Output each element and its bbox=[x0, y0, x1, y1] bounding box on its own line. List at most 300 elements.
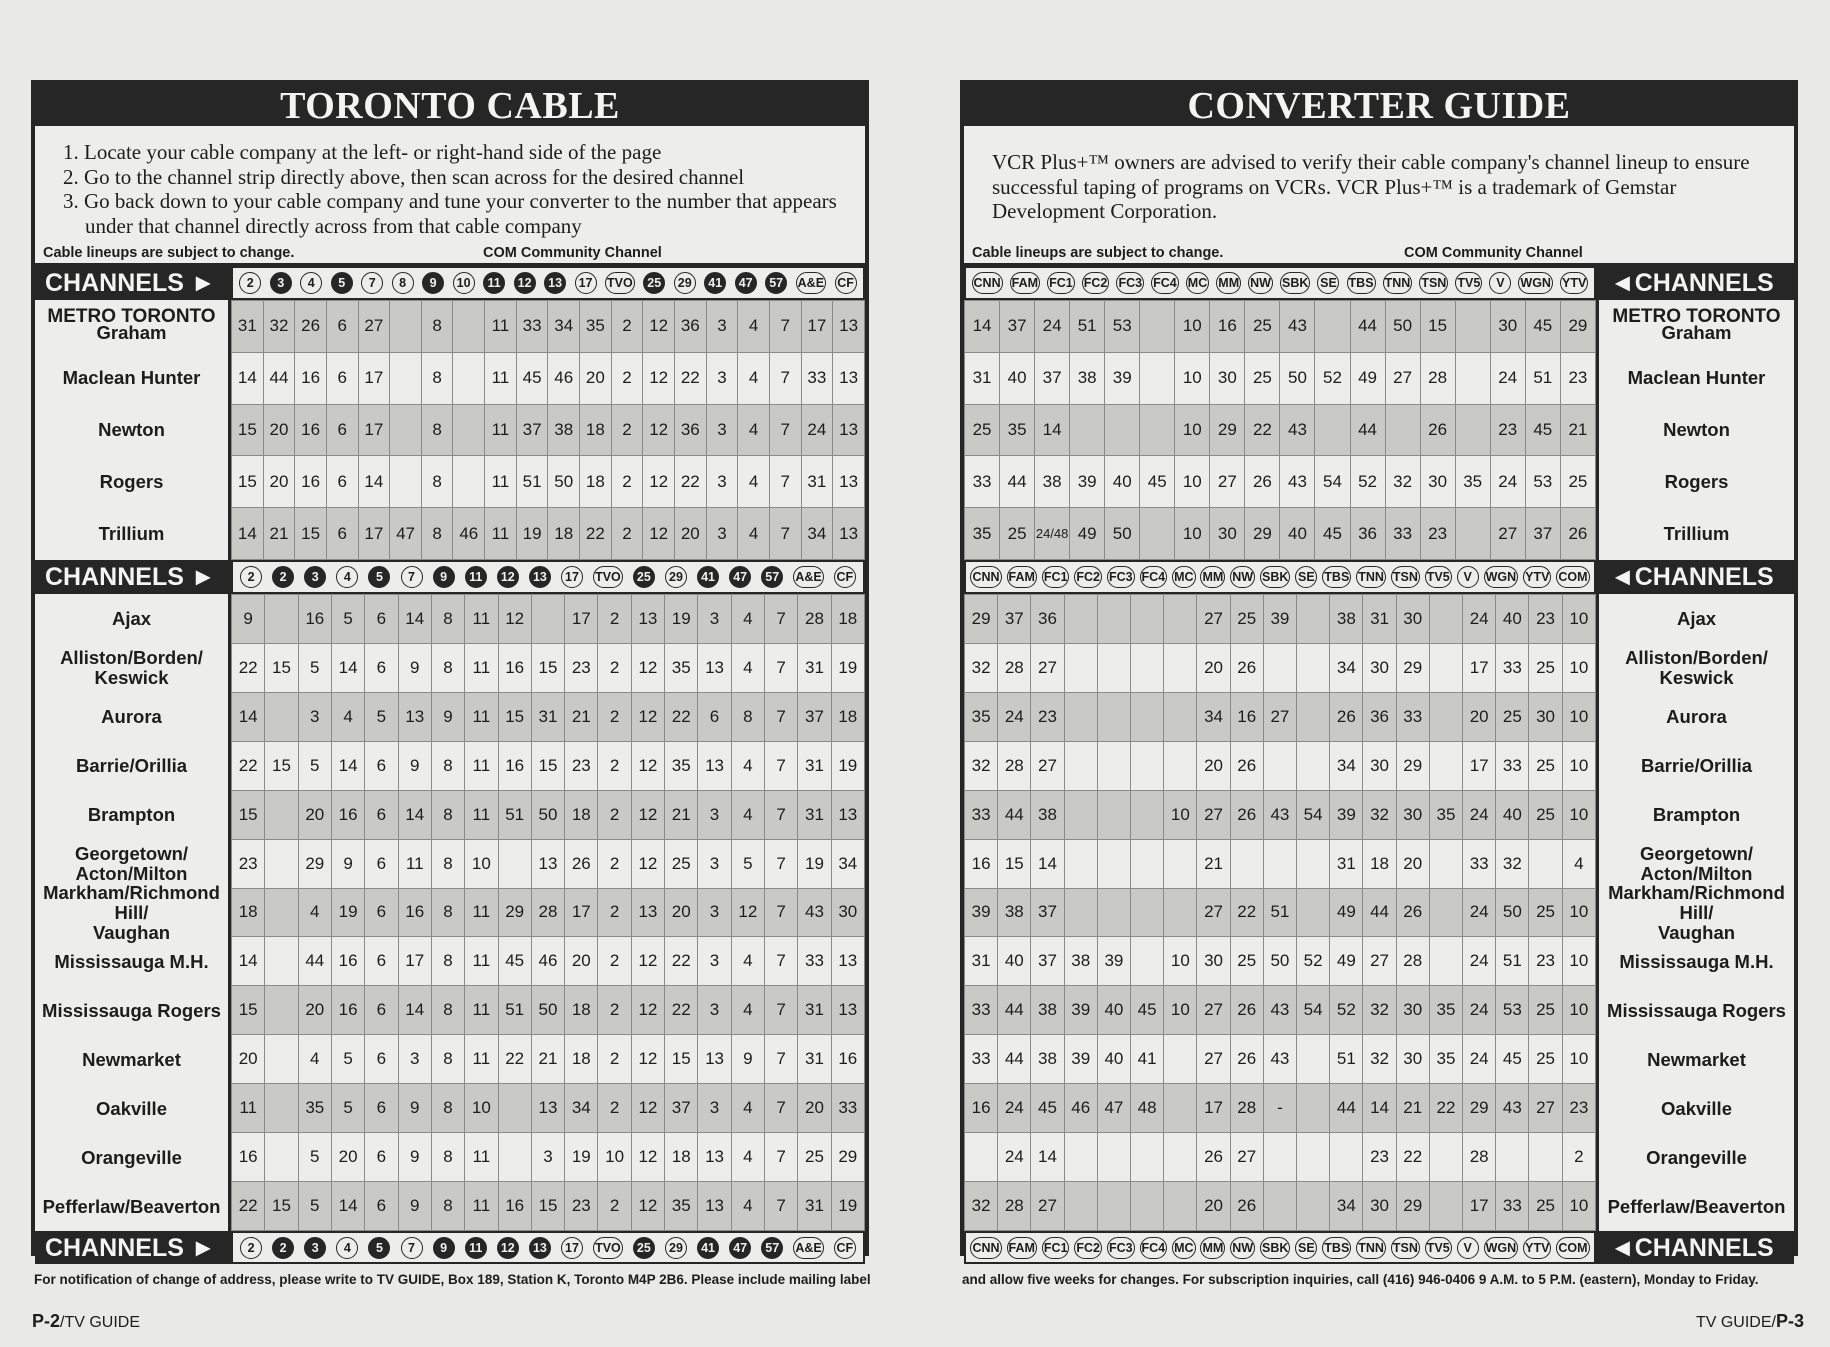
channel-token: 4 bbox=[336, 1237, 358, 1259]
channels-strip-bottom bbox=[35, 1231, 865, 1264]
channel-cell: 40 bbox=[1280, 508, 1315, 560]
channel-token: YTV bbox=[1560, 272, 1588, 294]
channel-cell: 6 bbox=[698, 692, 731, 741]
channel-cell: 11 bbox=[465, 692, 498, 741]
channel-cell: 3 bbox=[706, 456, 738, 508]
table-row bbox=[965, 301, 1596, 353]
channel-token: TBS bbox=[1322, 1237, 1351, 1259]
channel-cell bbox=[1529, 1133, 1562, 1182]
channel-cell bbox=[453, 301, 485, 353]
channel-cell: 12 bbox=[643, 508, 675, 560]
channel-token: 47 bbox=[729, 566, 751, 588]
channel-cell: 50 bbox=[1263, 937, 1296, 986]
channel-cell: 6 bbox=[365, 1133, 398, 1182]
channel-cell: 11 bbox=[485, 301, 517, 353]
channel-token: CF bbox=[835, 272, 857, 294]
channel-cell: 22 bbox=[665, 986, 698, 1035]
channel-cell: 31 bbox=[798, 790, 831, 839]
channel-cell: 7 bbox=[765, 1035, 798, 1084]
vcr-plus-notice: VCR Plus+™ owners are advised to verify their cable company's channel lineup to ensure successful taping of programs on VCRs. VCR Plus+™ is a trademark of Gemstar Development Corporation. bbox=[992, 150, 1750, 223]
channel-cell: 35 bbox=[298, 1084, 331, 1133]
channel-cell: 20 bbox=[1463, 692, 1496, 741]
channel-token: TSN bbox=[1391, 1237, 1420, 1259]
channel-cell: 3 bbox=[531, 1133, 564, 1182]
areas-block bbox=[35, 594, 865, 1231]
table-row bbox=[232, 1182, 865, 1231]
channel-cell: 10 bbox=[1175, 301, 1210, 353]
instruction-3: 3. Go back down to your cable company and tune your converter to the number that appears under that channel directly across from that cable company bbox=[63, 189, 837, 238]
channel-cell: 23 bbox=[1560, 352, 1595, 404]
channel-cell bbox=[965, 1133, 998, 1182]
channel-cell: 13 bbox=[698, 1182, 731, 1231]
channel-cell bbox=[1429, 937, 1462, 986]
company-name: Newton bbox=[1663, 419, 1730, 440]
company-name: Aurora bbox=[101, 705, 162, 727]
channel-cell: 33 bbox=[1496, 741, 1529, 790]
channel-token: NW bbox=[1230, 1237, 1255, 1259]
channel-cell: 20 bbox=[263, 456, 295, 508]
channel-cell: 31 bbox=[798, 741, 831, 790]
channel-cell: 8 bbox=[431, 1133, 464, 1182]
channel-cell: 3 bbox=[298, 692, 331, 741]
channel-cell: 27 bbox=[1031, 1182, 1064, 1231]
channel-cell: 8 bbox=[431, 595, 464, 644]
channel-cell: 46 bbox=[1064, 1084, 1097, 1133]
channel-cell: 29 bbox=[298, 839, 331, 888]
channel-cell: 11 bbox=[485, 508, 517, 560]
instructions-list bbox=[63, 140, 845, 238]
channel-cell bbox=[1097, 790, 1130, 839]
channel-cell: 12 bbox=[631, 1084, 664, 1133]
channel-token: 3 bbox=[304, 566, 326, 588]
channel-cell bbox=[1297, 1035, 1330, 1084]
channel-cell: 2 bbox=[611, 456, 643, 508]
channels-strip-bottom bbox=[964, 1231, 1794, 1264]
channel-token: 25 bbox=[633, 566, 655, 588]
channel-cell: 27 bbox=[1197, 986, 1230, 1035]
channel-cell: 15 bbox=[998, 839, 1031, 888]
channel-cell bbox=[1064, 1182, 1097, 1231]
channel-cell bbox=[1315, 301, 1350, 353]
channel-cell: 16 bbox=[965, 1084, 998, 1133]
channels-strip-middle bbox=[35, 560, 865, 594]
channel-cell: 44 bbox=[1350, 301, 1385, 353]
channel-cell: 35 bbox=[965, 692, 998, 741]
channel-cell: 17 bbox=[358, 352, 390, 404]
channel-cell: 25 bbox=[1245, 352, 1280, 404]
channel-cell bbox=[1064, 790, 1097, 839]
channel-cell bbox=[1429, 692, 1462, 741]
company-name: Graham bbox=[1661, 322, 1732, 343]
page-num: P-2 bbox=[32, 1311, 61, 1331]
table-row bbox=[965, 839, 1596, 888]
channel-cell: 9 bbox=[331, 839, 364, 888]
table-row bbox=[232, 1035, 865, 1084]
channel-cell: 22 bbox=[665, 692, 698, 741]
table-row bbox=[232, 508, 865, 560]
channel-cell bbox=[1064, 643, 1097, 692]
channel-cell: 27 bbox=[1529, 1084, 1562, 1133]
channel-cell: 33 bbox=[965, 986, 998, 1035]
channel-cell: 25 bbox=[798, 1133, 831, 1182]
company-name: Oakville bbox=[1661, 1097, 1732, 1119]
channel-token: A&E bbox=[793, 1237, 823, 1259]
channel-cell: 2 bbox=[611, 352, 643, 404]
channel-cell: 5 bbox=[331, 595, 364, 644]
table-row bbox=[232, 839, 865, 888]
channel-token: COM bbox=[1556, 1237, 1589, 1259]
channel-cell: 6 bbox=[365, 1084, 398, 1133]
channel-cell: 50 bbox=[1496, 888, 1529, 937]
channel-cell: 18 bbox=[580, 456, 612, 508]
channel-cell bbox=[1297, 1084, 1330, 1133]
channel-cell: 43 bbox=[1496, 1084, 1529, 1133]
channel-cell: 4 bbox=[738, 508, 770, 560]
channel-cell: 4 bbox=[731, 790, 764, 839]
channel-cell: 4 bbox=[738, 352, 770, 404]
channel-cell: 9 bbox=[398, 1182, 431, 1231]
channel-cell: 32 bbox=[1363, 986, 1396, 1035]
channel-token: 13 bbox=[529, 566, 551, 588]
channel-token: 11 bbox=[465, 1237, 487, 1259]
channel-cell: 22 bbox=[1396, 1133, 1429, 1182]
channel-cell: 19 bbox=[831, 1182, 864, 1231]
channel-cell: 8 bbox=[421, 301, 453, 353]
channel-cell: 28 bbox=[998, 643, 1031, 692]
channel-token: 11 bbox=[483, 272, 505, 294]
channel-cell: 25 bbox=[665, 839, 698, 888]
channel-cell: 23 bbox=[232, 839, 265, 888]
channel-cell: 20 bbox=[674, 508, 706, 560]
channel-cell: 36 bbox=[674, 404, 706, 456]
table-row bbox=[965, 404, 1596, 456]
table-row bbox=[965, 643, 1596, 692]
lineup-grid bbox=[964, 300, 1596, 560]
channel-cell: 8 bbox=[421, 456, 453, 508]
channel-token: MC bbox=[1172, 566, 1195, 588]
channel-cell: 21 bbox=[665, 790, 698, 839]
channel-token: 17 bbox=[561, 566, 583, 588]
channel-cell: 6 bbox=[365, 1182, 398, 1231]
channel-cell: 10 bbox=[1562, 790, 1595, 839]
channel-cell: 30 bbox=[1210, 352, 1245, 404]
channel-token: 2 bbox=[272, 1237, 294, 1259]
channel-cell: 51 bbox=[1330, 1035, 1363, 1084]
channel-cell: 10 bbox=[1562, 643, 1595, 692]
channel-cell: 51 bbox=[1496, 937, 1529, 986]
channel-cell: 33 bbox=[1496, 1182, 1529, 1231]
channel-cell: 33 bbox=[831, 1084, 864, 1133]
channel-cell: 50 bbox=[531, 790, 564, 839]
channel-cell: - bbox=[1263, 1084, 1296, 1133]
channel-cell: 22 bbox=[232, 643, 265, 692]
channel-token: 7 bbox=[361, 272, 383, 294]
channel-cell: 7 bbox=[769, 352, 801, 404]
channel-cell: 22 bbox=[665, 937, 698, 986]
channel-cell: 6 bbox=[365, 986, 398, 1035]
channel-cell: 2 bbox=[598, 790, 631, 839]
channel-token: MC bbox=[1172, 1237, 1195, 1259]
channel-cell: 40 bbox=[1496, 595, 1529, 644]
channel-token: 41 bbox=[697, 1237, 719, 1259]
channel-cell: 27 bbox=[1031, 643, 1064, 692]
channel-cell bbox=[1131, 937, 1164, 986]
channel-cell: 4 bbox=[731, 1133, 764, 1182]
channel-cell: 34 bbox=[1330, 643, 1363, 692]
channel-token: TV5 bbox=[1425, 566, 1452, 588]
channel-cell: 40 bbox=[1097, 1035, 1130, 1084]
channel-cell: 8 bbox=[431, 741, 464, 790]
company-names bbox=[35, 594, 231, 1231]
channel-cell bbox=[1297, 643, 1330, 692]
channel-cell bbox=[1131, 888, 1164, 937]
company-name: Pefferlaw/Beaverton bbox=[42, 1195, 221, 1217]
channel-cell: 13 bbox=[833, 404, 865, 456]
channel-cell: 38 bbox=[1064, 937, 1097, 986]
channel-token: FC2 bbox=[1082, 272, 1110, 294]
channel-cell: 7 bbox=[765, 937, 798, 986]
channel-cell: 23 bbox=[565, 643, 598, 692]
channel-cell: 10 bbox=[598, 1133, 631, 1182]
channel-cell: 12 bbox=[643, 456, 675, 508]
channel-cell: 10 bbox=[465, 1084, 498, 1133]
channel-cell bbox=[1064, 839, 1097, 888]
channel-cell: 31 bbox=[1363, 595, 1396, 644]
channel-token: V bbox=[1457, 1237, 1479, 1259]
channel-cell: 9 bbox=[398, 1133, 431, 1182]
channel-cell bbox=[390, 352, 422, 404]
channel-cell: 3 bbox=[698, 595, 731, 644]
channel-token: TSN bbox=[1391, 566, 1420, 588]
channel-cell: 7 bbox=[765, 741, 798, 790]
channel-cell: 45 bbox=[1525, 404, 1560, 456]
table-row bbox=[232, 741, 865, 790]
channel-cell: 10 bbox=[1175, 404, 1210, 456]
channel-token: TV5 bbox=[1425, 1237, 1452, 1259]
channel-token: MM bbox=[1200, 1237, 1225, 1259]
channel-cell: 14 bbox=[331, 1182, 364, 1231]
channel-cell: 2 bbox=[611, 404, 643, 456]
channel-cell: 2 bbox=[1562, 1133, 1595, 1182]
channel-cell: 28 bbox=[531, 888, 564, 937]
channel-cell bbox=[1131, 692, 1164, 741]
channel-cell: 18 bbox=[831, 595, 864, 644]
channel-cell: 18 bbox=[831, 692, 864, 741]
channel-cell bbox=[1097, 1182, 1130, 1231]
channel-cell: 18 bbox=[232, 888, 265, 937]
channel-tokens bbox=[231, 560, 865, 594]
company-name: Aurora bbox=[1666, 705, 1727, 727]
channel-token: 12 bbox=[514, 272, 536, 294]
channel-cell: 30 bbox=[1363, 741, 1396, 790]
channel-token: 29 bbox=[674, 272, 696, 294]
channel-token: TNN bbox=[1356, 566, 1386, 588]
channel-token: FC3 bbox=[1116, 272, 1144, 294]
channel-cell: 16 bbox=[331, 986, 364, 1035]
channel-cell: 24 bbox=[1463, 986, 1496, 1035]
channel-cell: 12 bbox=[731, 888, 764, 937]
channels-label: ◄CHANNELS bbox=[1610, 563, 1774, 591]
channel-cell: 37 bbox=[798, 692, 831, 741]
channel-cell: 15 bbox=[265, 643, 298, 692]
channel-token: 17 bbox=[575, 272, 597, 294]
channel-token: SBK bbox=[1260, 566, 1290, 588]
channel-token: A&E bbox=[793, 566, 823, 588]
table-row bbox=[965, 741, 1596, 790]
channel-cell: 16 bbox=[498, 643, 531, 692]
table-row bbox=[965, 1084, 1596, 1133]
page-title: CONVERTER GUIDE bbox=[964, 84, 1794, 126]
channel-cell: 33 bbox=[965, 790, 998, 839]
channel-cell: 47 bbox=[1097, 1084, 1130, 1133]
channel-cell: 38 bbox=[1031, 1035, 1064, 1084]
channel-cell: 30 bbox=[1420, 456, 1455, 508]
company-name: Brampton bbox=[87, 803, 176, 825]
company-name: Newmarket bbox=[1647, 1048, 1746, 1070]
channel-cell: 20 bbox=[565, 937, 598, 986]
channel-cell: 46 bbox=[453, 508, 485, 560]
channel-cell bbox=[1097, 1133, 1130, 1182]
channel-cell: 21 bbox=[263, 508, 295, 560]
channel-cell: 43 bbox=[798, 888, 831, 937]
table-row bbox=[232, 1133, 865, 1182]
channel-cell: 34 bbox=[548, 301, 580, 353]
channel-cell: 11 bbox=[465, 986, 498, 1035]
company-name: Trillium bbox=[1663, 523, 1730, 544]
channel-cell: 37 bbox=[1525, 508, 1560, 560]
channel-cell: 40 bbox=[1496, 790, 1529, 839]
channel-cell: 6 bbox=[326, 508, 358, 560]
channel-token: 29 bbox=[665, 566, 687, 588]
channel-cell: 34 bbox=[801, 508, 833, 560]
channel-cell: 2 bbox=[598, 595, 631, 644]
channel-cell: 37 bbox=[1031, 937, 1064, 986]
channel-cell bbox=[531, 595, 564, 644]
channel-token: 12 bbox=[497, 566, 519, 588]
channel-cell: 51 bbox=[516, 456, 548, 508]
channel-cell: 24 bbox=[998, 1133, 1031, 1182]
table-row bbox=[232, 352, 865, 404]
channel-cell bbox=[1140, 508, 1175, 560]
channel-cell: 2 bbox=[598, 741, 631, 790]
channel-cell: 8 bbox=[431, 643, 464, 692]
channel-cell: 17 bbox=[1463, 741, 1496, 790]
channel-cell: 49 bbox=[1330, 888, 1363, 937]
channel-cell: 35 bbox=[665, 643, 698, 692]
channel-cell: 20 bbox=[232, 1035, 265, 1084]
channel-cell: 6 bbox=[326, 301, 358, 353]
channel-cell: 52 bbox=[1350, 456, 1385, 508]
channel-cell bbox=[1064, 1133, 1097, 1182]
channel-cell: 10 bbox=[1562, 1182, 1595, 1231]
channel-cell: 11 bbox=[465, 595, 498, 644]
channel-cell: 25 bbox=[1230, 937, 1263, 986]
channel-cell: 24 bbox=[1463, 790, 1496, 839]
channel-cell: 4 bbox=[731, 643, 764, 692]
channel-cell: 37 bbox=[1031, 888, 1064, 937]
channel-cell: 19 bbox=[331, 888, 364, 937]
table-row bbox=[965, 352, 1596, 404]
channel-token: 7 bbox=[401, 566, 423, 588]
channel-cell: 23 bbox=[1420, 508, 1455, 560]
channel-cell: 9 bbox=[398, 1084, 431, 1133]
table-row bbox=[232, 1084, 865, 1133]
channel-cell bbox=[1429, 839, 1462, 888]
table-row bbox=[965, 790, 1596, 839]
channel-token: TBS bbox=[1347, 272, 1376, 294]
channel-cell: 32 bbox=[263, 301, 295, 353]
channel-cell: 49 bbox=[1070, 508, 1105, 560]
channel-cell: 8 bbox=[431, 937, 464, 986]
channel-cell: 11 bbox=[465, 1182, 498, 1231]
channel-cell: 33 bbox=[1496, 643, 1529, 692]
channel-cell: 25 bbox=[1529, 986, 1562, 1035]
channel-cell: 45 bbox=[516, 352, 548, 404]
table-row bbox=[232, 404, 865, 456]
channel-cell: 24 bbox=[1035, 301, 1070, 353]
channels-label: ◄CHANNELS bbox=[1610, 1234, 1774, 1262]
channel-token: TVO bbox=[593, 1237, 623, 1259]
table-row bbox=[965, 1133, 1596, 1182]
channel-cell: 27 bbox=[1263, 692, 1296, 741]
channel-token: 2 bbox=[239, 272, 261, 294]
channel-cell: 11 bbox=[465, 888, 498, 937]
channel-token: 25 bbox=[643, 272, 665, 294]
channel-cell: 24 bbox=[1463, 1035, 1496, 1084]
channel-cell: 44 bbox=[998, 790, 1031, 839]
channel-cell: 12 bbox=[631, 1133, 664, 1182]
company-name: Mississauga Rogers bbox=[1607, 999, 1786, 1021]
channel-cell: 21 bbox=[1560, 404, 1595, 456]
channel-cell: 23 bbox=[1490, 404, 1525, 456]
channel-cell bbox=[1164, 1133, 1197, 1182]
channel-cell: 3 bbox=[698, 937, 731, 986]
channel-cell: 44 bbox=[1000, 456, 1035, 508]
channel-cell bbox=[1455, 508, 1490, 560]
lineup-grid bbox=[231, 594, 865, 1231]
channel-cell: 14 bbox=[398, 986, 431, 1035]
channel-cell: 51 bbox=[498, 986, 531, 1035]
channel-cell: 40 bbox=[1000, 352, 1035, 404]
channel-cell: 12 bbox=[631, 643, 664, 692]
channel-cell: 6 bbox=[326, 404, 358, 456]
channel-cell: 14 bbox=[1031, 839, 1064, 888]
channel-cell: 23 bbox=[565, 741, 598, 790]
channel-cell: 16 bbox=[498, 741, 531, 790]
channel-cell: 28 bbox=[998, 741, 1031, 790]
channel-token: FAM bbox=[1007, 566, 1037, 588]
channel-cell: 18 bbox=[548, 508, 580, 560]
page-title: TORONTO CABLE bbox=[35, 84, 865, 126]
channel-cell: 51 bbox=[1525, 352, 1560, 404]
channel-token: MC bbox=[1186, 272, 1209, 294]
channel-token: SBK bbox=[1260, 1237, 1290, 1259]
channel-cell: 16 bbox=[331, 937, 364, 986]
channel-cell: 47 bbox=[390, 508, 422, 560]
channel-cell: 27 bbox=[1197, 888, 1230, 937]
channel-cell: 43 bbox=[1280, 301, 1315, 353]
channel-cell: 11 bbox=[465, 1035, 498, 1084]
channel-token: 57 bbox=[761, 566, 783, 588]
channel-token: CF bbox=[834, 566, 856, 588]
channel-cell: 8 bbox=[421, 352, 453, 404]
channel-cell: 10 bbox=[1175, 508, 1210, 560]
company-name: Markham/Richmond Hill/ Vaughan bbox=[1608, 881, 1785, 943]
channel-cell: 23 bbox=[1562, 1084, 1595, 1133]
channel-token: TBS bbox=[1322, 566, 1351, 588]
channel-cell: 15 bbox=[531, 741, 564, 790]
channel-token: 47 bbox=[729, 1237, 751, 1259]
